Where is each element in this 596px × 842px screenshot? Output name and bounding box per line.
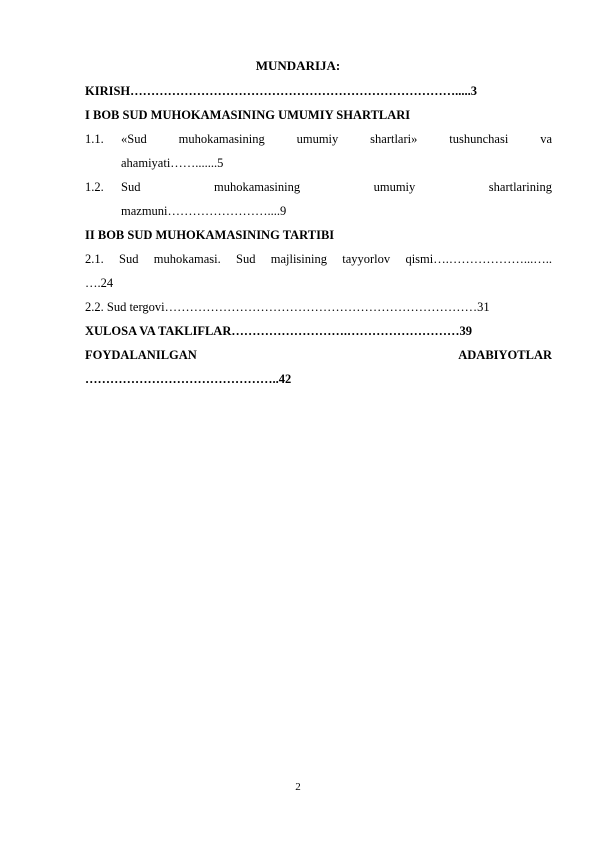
toc-entry-1-1: [121, 131, 552, 147]
toc-word: FOYDALANILGAN: [85, 348, 197, 362]
toc-word: 2.1.: [85, 252, 104, 266]
toc-entry-2-1: [85, 251, 552, 267]
toc-heading-bob1: I BOB SUD MUHOKAMASINING UMUMIY SHARTLARI: [85, 108, 411, 122]
toc-entry-kirish: KIRISH…………………………………………………………………….....3: [85, 84, 478, 98]
toc-word: shartlarining: [488, 180, 552, 194]
toc-entry-foydalanilgan: [85, 347, 552, 363]
toc-entry-2-1-continuation: ….24: [85, 276, 114, 290]
page-number: 2: [295, 781, 301, 793]
toc-word: muhokamasi.: [153, 252, 221, 266]
toc-entry-xulosa: XULOSA VA TAKLIFLAR……………………….………………………39: [85, 324, 472, 338]
toc-number-1-2: 1.2.: [85, 180, 104, 194]
toc-word: «Sud: [121, 132, 147, 146]
toc-word: umumiy: [296, 132, 339, 146]
toc-entry-foydalanilgan-continuation: ………………………………………..42: [85, 372, 292, 386]
toc-word: majlisining: [270, 252, 327, 266]
toc-entry-2-2: 2.2. Sud tergovi…………………………………………………………………31: [85, 300, 490, 314]
toc-entry-1-2: [121, 179, 552, 195]
toc-heading-bob2: II BOB SUD MUHOKAMASINING TARTIBI: [85, 228, 335, 242]
toc-entry-1-1-continuation: ahamiyati…….......5: [121, 156, 224, 170]
toc-word: shartlari»: [370, 132, 418, 146]
toc-word: tayyorlov: [342, 252, 391, 266]
toc-word: Sud: [236, 252, 256, 266]
toc-word: muhokamasining: [213, 180, 301, 194]
toc-word: umumiy: [373, 180, 416, 194]
toc-word: Sud: [121, 180, 141, 194]
toc-title: MUNDARIJA:: [255, 58, 341, 73]
toc-number-1-1: 1.1.: [85, 132, 104, 146]
toc-word: ADABIYOTLAR: [458, 348, 552, 362]
toc-entry-1-2-continuation: mazmuni……………………....9: [121, 204, 287, 218]
toc-word: qismi….………………...…..: [405, 252, 552, 266]
toc-word: tushunchasi: [449, 132, 509, 146]
toc-word: muhokamasining: [178, 132, 265, 146]
toc-word: va: [540, 132, 552, 146]
toc-word: Sud: [119, 252, 139, 266]
